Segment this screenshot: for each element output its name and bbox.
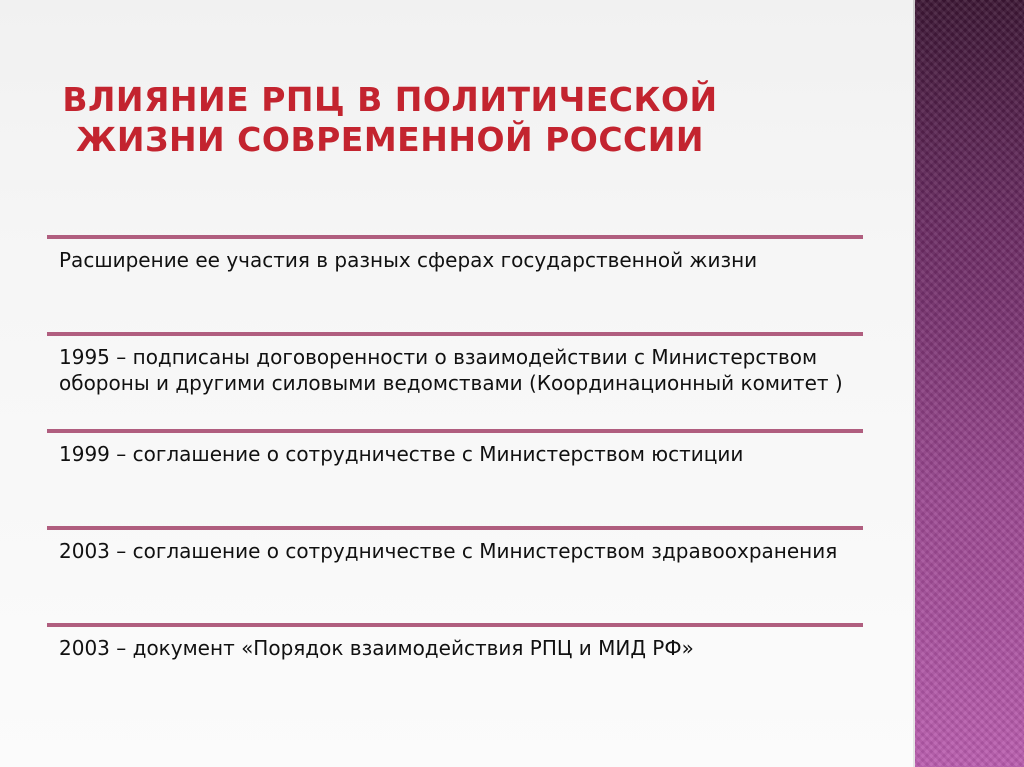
slide-title-line-1: ВЛИЯНИЕ РПЦ В ПОЛИТИЧЕСКОЙ bbox=[62, 80, 718, 119]
list-item-text: 1995 – подписаны договоренности о взаимодействии с Министерством обороны и другими силовыми ведомствами (Координационный комитет ) bbox=[59, 345, 843, 395]
decorative-side-panel bbox=[915, 0, 1024, 767]
item-list bbox=[47, 235, 863, 720]
list-item bbox=[47, 332, 863, 429]
slide-title bbox=[60, 80, 720, 160]
list-item-text: 2003 – соглашение о сотрудничестве с Министерством здравоохранения bbox=[59, 539, 838, 563]
list-item bbox=[47, 526, 863, 623]
list-item bbox=[47, 235, 863, 332]
list-item-text: Расширение ее участия в разных сферах государственной жизни bbox=[59, 248, 758, 272]
list-item bbox=[47, 623, 863, 720]
slide-title-line-2: ЖИЗНИ СОВРЕМЕННОЙ РОССИИ bbox=[75, 120, 705, 159]
list-item-text: 2003 – документ «Порядок взаимодействия РПЦ и МИД РФ» bbox=[59, 636, 694, 660]
list-item-text: 1999 – соглашение о сотрудничестве с Министерством юстиции bbox=[59, 442, 744, 466]
list-item bbox=[47, 429, 863, 526]
